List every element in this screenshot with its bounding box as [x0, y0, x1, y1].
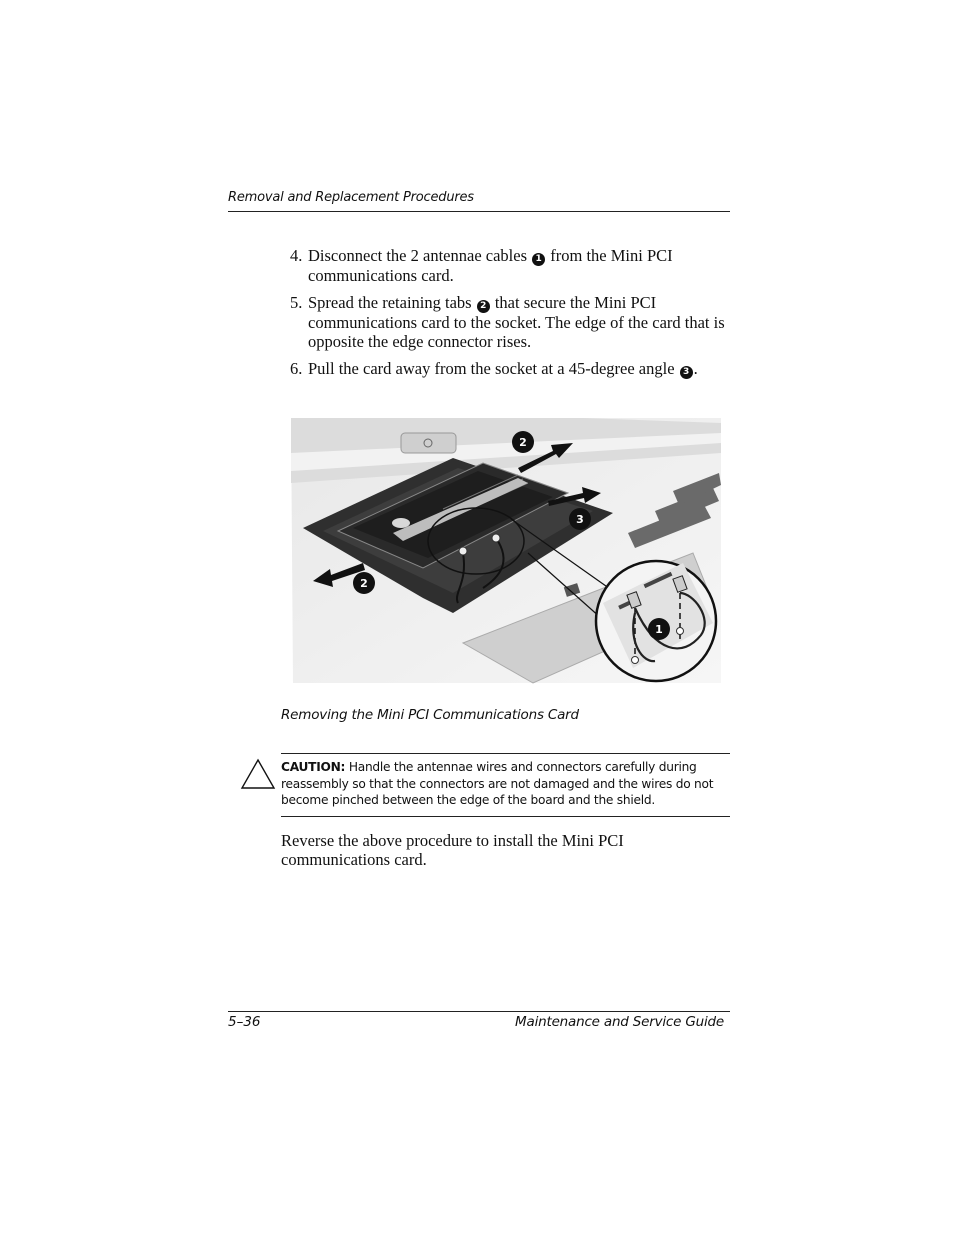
caution-note	[281, 759, 731, 809]
step-text-after: .	[693, 359, 698, 378]
callout-2-left: 2	[360, 577, 368, 590]
callout-2-glyph: 2	[477, 300, 490, 313]
mini-pci-removal-illustration	[283, 413, 728, 688]
step-number: 4.	[290, 246, 303, 265]
footer-rule	[228, 1011, 730, 1012]
header-rule	[228, 211, 730, 212]
caution-text: Handle the antennae wires and connectors carefully during reassembly so that the connectors are not damaged and the wires do not become pinched between the edge of the board and the shield.	[281, 760, 714, 807]
page-number: 5–36	[228, 1014, 261, 1030]
step-text	[308, 293, 730, 351]
closing-paragraph: Reverse the above procedure to install the Mini PCI communications card.	[281, 831, 624, 869]
step-text-before: Pull the card away from the socket at a 45-degree angle	[308, 359, 675, 378]
caution-label: CAUTION:	[281, 760, 346, 774]
running-header: Removal and Replacement Procedures	[228, 190, 474, 205]
callout-3: 3	[576, 513, 584, 526]
callout-3-glyph: 3	[680, 366, 693, 379]
figure-caption: Removing the Mini PCI Communications Card	[281, 707, 579, 723]
step-number: 5.	[290, 293, 303, 312]
callout-1: 1	[655, 623, 663, 636]
step-6	[290, 359, 730, 379]
callout-1-glyph: 1	[532, 253, 545, 266]
step-text	[308, 359, 730, 379]
procedure-steps	[290, 246, 730, 387]
step-text-after: from the Mini PCI communications card.	[308, 246, 673, 285]
step-text-before: Spread the retaining tabs	[308, 293, 472, 312]
step-text-after: that secure the Mini PCI communications card to the socket. The edge of the card that is opposite the edge connector rises.	[308, 293, 725, 351]
step-4	[290, 246, 730, 285]
step-text-before: Disconnect the 2 antennae cables	[308, 246, 527, 265]
caution-top-rule	[281, 753, 730, 754]
guide-title: Maintenance and Service Guide	[515, 1014, 724, 1030]
caution-bottom-rule	[281, 816, 730, 817]
step-5	[290, 293, 730, 351]
callout-2-top: 2	[519, 436, 527, 449]
step-number: 6.	[290, 359, 303, 378]
caution-triangle-icon	[240, 758, 276, 790]
step-text	[308, 246, 730, 285]
